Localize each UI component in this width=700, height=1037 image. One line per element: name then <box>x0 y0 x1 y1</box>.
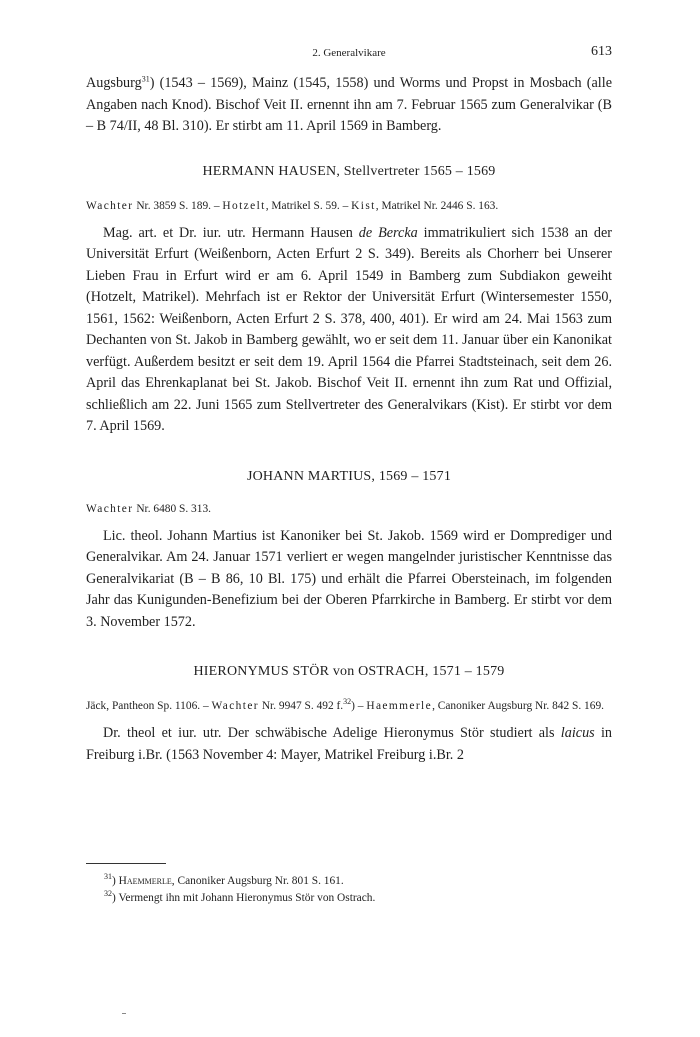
sources-martius <box>86 501 612 518</box>
source-author: Kist <box>351 199 376 212</box>
body-stoer <box>86 723 612 766</box>
footnote-text: Vermengt ihn mit Johann Hieronymus Stör von Ostrach. <box>118 892 376 904</box>
entry-heading-stoer <box>86 664 612 680</box>
sources-stoer <box>86 698 612 715</box>
source-author: Haemmerle <box>366 700 433 712</box>
running-title: 2. Generalvikare <box>312 47 386 59</box>
source-author: Hotzelt <box>222 199 266 212</box>
body-text: in Freiburg i.Br. (1563 November 4: Mayer, Matrikel Freiburg i.Br. 2 <box>86 725 612 763</box>
source-text: , Canoniker Augsburg Nr. 842 S. 169. <box>432 700 604 712</box>
footnote-number: 31 <box>104 872 112 882</box>
source-author: Wachter <box>211 700 259 712</box>
body-martius: Lic. theol. Johann Martius ist Kanoniker bei St. Jakob. 1569 wird er Domprediger und Generalvikar. Am 24. Januar 1571 verliert er wegen mangelnder juristischer Kenntnisse das Generalvikariat (B – B 86, 10 Bl. 175) und erhält die Pfarrei Obersteinach, im folgenden Jahr das Kunigunden-Benefizium bei der Oberen Pfarrkirche in Bamberg. Er stirbt vor dem 3. November 1572. <box>86 527 612 630</box>
page-number: 613 <box>591 44 612 59</box>
source-author: Wachter <box>86 502 134 515</box>
source-text: , Matrikel Nr. 2446 S. 163. <box>375 199 499 212</box>
footnote-author: Haemmerle <box>118 875 172 887</box>
source-text: , Pantheon Sp. 1106. – <box>106 700 212 712</box>
footnote-ref-31: 31 <box>141 74 150 84</box>
body-text: Mag. art. et Dr. iur. utr. Hermann Hausen <box>103 224 359 241</box>
body-hausen <box>86 223 612 438</box>
scan-mark <box>122 1013 126 1014</box>
entry-role: , 1571 – 1579 <box>424 664 505 679</box>
source-text: Nr. 9947 S. 492 f. <box>258 700 344 712</box>
entry-name: HIERONYMUS STÖR von OSTRACH <box>193 664 425 679</box>
footnotes <box>104 873 612 907</box>
source-author: Jäck <box>86 700 107 712</box>
source-text: Nr. 3859 S. 189. – <box>133 199 223 212</box>
footnote-32: $^{32}$) Vermengt ihn mit Johann Hieronymus Stör von Ostrach. <box>104 889 376 904</box>
sources-hausen <box>86 198 612 215</box>
source-author: Wachter <box>86 199 134 212</box>
footnote-ref-32: 32 <box>343 697 352 707</box>
entry-heading-martius <box>86 469 612 485</box>
entry-role: , 1569 – 1571 <box>371 468 452 484</box>
entry-heading-hausen <box>86 164 612 180</box>
body-text: Dr. theol et iur. utr. Der schwäbische Adelige Hieronymus Stör studiert als <box>103 725 561 741</box>
source-text: Nr. 6480 S. 313. <box>133 502 211 515</box>
italic-term: laicus <box>560 725 595 741</box>
intro-paragraph <box>86 73 612 138</box>
page-header <box>86 44 612 64</box>
main-text <box>86 73 612 766</box>
source-text: , Matrikel S. 59. – <box>265 199 352 212</box>
intro-text-b: ) (1543 – 1569), Mainz (1545, 1558) und Worms und Propst in Mosbach (alle Angaben nach Knod). Bischof Veit II. ernennt ihn am 7. Februar 1565 zum Generalvikar (B – B 74/II, 48 Bl. 310). Er stirbt am 11. April 1569 in Bamberg. <box>86 75 612 134</box>
footnote-31: $^{31}$) Haemmerle, Canoniker Augsburg Nr. 801 S. 161. <box>104 872 344 887</box>
footnote-divider <box>86 863 166 864</box>
body-text: immatrikuliert sich 1538 an der Universität Erfurt (Weißenborn, Acten Erfurt 2 S. 349). Bereits als Chorherr bei Unserer Lieben Frau in Erfurt wird er am 6. April 1549 in Bamberg zum Subdiakon geweiht (Hotzelt, Matrikel). Mehrfach ist er Rektor der Universität Erfurt (Wintersemester 1550, 1561, 1562: Weißenborn, Acten Erfurt 2 S. 378, 400, 401). Er wird am 24. Mai 1563 zum Dechanten von St. Jakob in Bamberg gewählt, wo er seit dem 11. Januar über ein Kanonikat verfügt. Außerdem besitzt er seit dem 19. April 1564 die Pfarrei Stadtsteinach, seit dem 26. April das Ehrenkaplanat bei St. Jakob. Bischof Veit II. ernennt ihn zum Rat und Offizial, schließlich am 22. Juni 1565 zum Stellvertreter des Generalvikars (Kist). Er stirbt vor dem 7. April 1569. <box>86 224 613 434</box>
entry-role: , Stellvertreter 1565 – 1569 <box>336 163 496 179</box>
entry-name: HERMANN HAUSEN <box>202 163 337 179</box>
entry-name: JOHANN MARTIUS <box>246 468 372 484</box>
footnote-text: , Canoniker Augsburg Nr. 801 S. 161. <box>171 875 344 887</box>
italic-term: de Bercka <box>358 224 418 241</box>
intro-text-a: Augsburg <box>86 75 142 91</box>
footnote-number: 32 <box>104 889 112 899</box>
source-text: ) – <box>351 700 367 712</box>
